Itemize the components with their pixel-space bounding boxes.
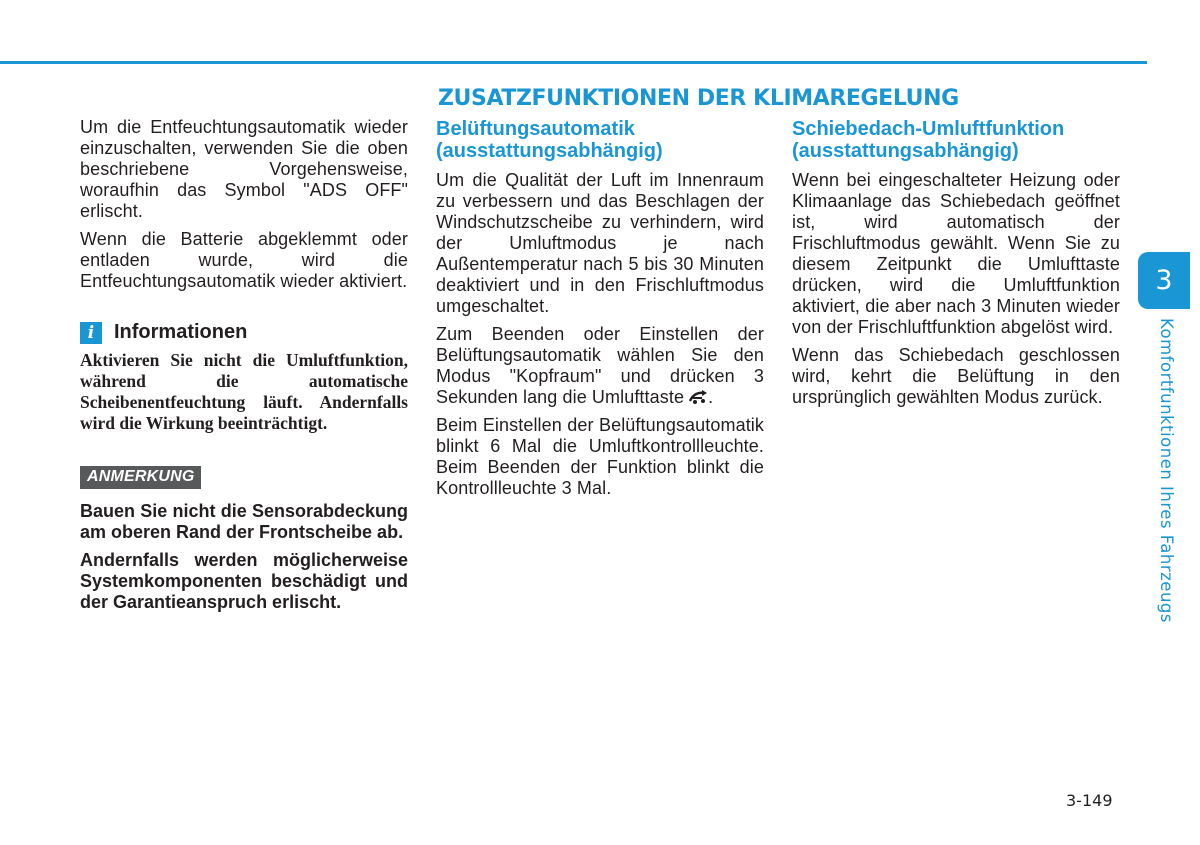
note-badge: ANMERKUNG: [80, 466, 201, 489]
middle-paragraph-2: [436, 324, 764, 408]
note-paragraph-1: Bauen Sie nicht die Sensorabdeckung am oberen Rand der Frontscheibe ab.: [80, 501, 408, 542]
info-text: Aktivieren Sie nicht die Umluftfunktion, während die automatische Scheibenentfeuchtung läuft. Andernfalls wird die Wirkung beeinträchtigt.: [80, 350, 408, 433]
middle-heading: Belüftungsautomatik (ausstattungsabhängig): [436, 118, 663, 162]
middle-paragraph-2-suffix: .: [708, 387, 714, 407]
info-header: [80, 321, 408, 344]
note-box: [80, 466, 408, 613]
info-icon: i: [80, 322, 102, 344]
right-heading: Schiebedach-Umluftfunktion (ausstattungsabhängig): [792, 118, 1065, 162]
info-title: Informationen: [114, 321, 248, 343]
section-title: ZUSATZFUNKTIONEN DER KLIMAREGELUNG: [438, 86, 959, 111]
recirculation-icon: [688, 390, 708, 404]
page-number: 3-149: [1066, 791, 1113, 810]
middle-paragraph-1: Um die Qualität der Luft im Innenraum zu verbessern und das Beschlagen der Windschutzscheibe zu verhindern, wird der Umluftmodus je nach Außentemperatur nach 5 bis 30 Minuten deaktiviert und in den Frischluftmodus umgeschaltet.: [436, 170, 764, 316]
middle-column: [436, 118, 764, 506]
chapter-tab: 3: [1138, 252, 1190, 309]
right-paragraph-1: Wenn bei eingeschalteter Heizung oder Klimaanlage das Schiebedach geöffnet ist, wird automatisch der Frischluftmodus gewählt. Wenn Sie zu diesem Zeitpunkt die Umlufttaste drücken, wird die Umluftfunktion aktiviert, die aber nach 3 Minuten wieder von der Frischluftfunktion abgelöst wird.: [792, 170, 1120, 337]
left-column: [80, 117, 408, 620]
note-paragraph-2: Andernfalls werden möglicherweise Systemkomponenten beschädigt und der Garantieanspruch erlischt.: [80, 550, 408, 612]
left-paragraph-1: Um die Entfeuchtungsautomatik wieder einzuschalten, verwenden Sie die oben beschriebene Vorgehensweise, woraufhin das Symbol "ADS OFF" erlischt.: [80, 117, 408, 221]
top-rule: [0, 61, 1147, 64]
chapter-title: Komfortfunktionen Ihres Fahrzeugs: [1157, 318, 1176, 623]
middle-paragraph-3: Beim Einstellen der Belüftungsautomatik blinkt 6 Mal die Umluftkontrollleuchte. Beim Beenden der Funktion blinkt die Kontrollleuchte 3 Mal.: [436, 415, 764, 498]
info-box: [80, 321, 408, 434]
middle-paragraph-2-text: Zum Beenden oder Einstellen der Belüftungsautomatik wählen Sie den Modus "Kopfraum" und drücken 3 Sekunden lang die Umlufttaste: [436, 324, 764, 407]
left-paragraph-2: Wenn die Batterie abgeklemmt oder entladen wurde, wird die Entfeuchtungsautomatik wieder aktiviert.: [80, 229, 408, 291]
right-column: [792, 118, 1120, 415]
right-paragraph-2: Wenn das Schiebedach geschlossen wird, kehrt die Belüftung in den ursprünglich gewählten Modus zurück.: [792, 345, 1120, 407]
